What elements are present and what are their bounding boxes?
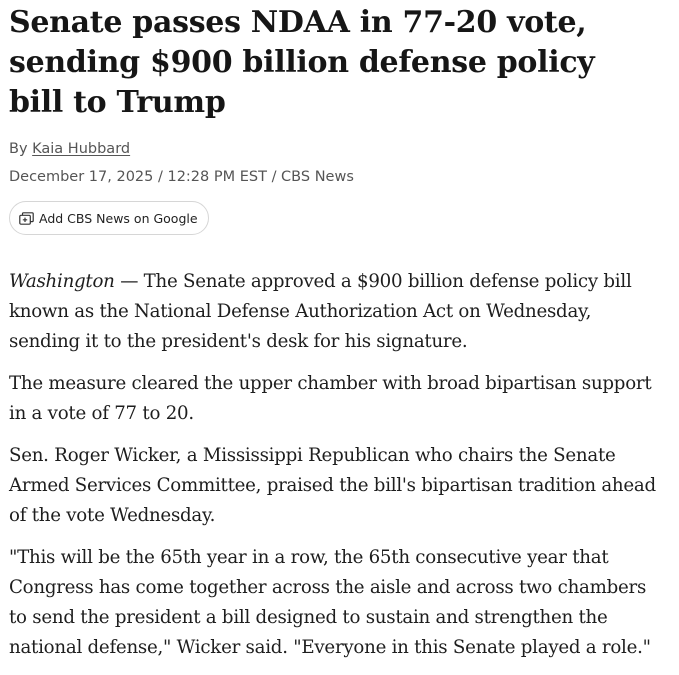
add-source-icon [19,212,34,225]
paragraph-2: The measure cleared the upper chamber with broad bipartisan support in a vote of 77 to 20. [9,373,652,424]
article [9,0,669,675]
paragraph-4: "This will be the 65th year in a row, the 65th consecutive year that Congress has come together across the aisle and across two chambers to send the president a bill designed to sustain and strengthen the national defense," Wicker said. "Everyone in this Senate played a role." [9,547,651,658]
author-link[interactable]: Kaia Hubbard [32,141,131,157]
byline-prefix: By [9,141,28,157]
article-body [9,267,659,663]
add-cbs-on-google-button[interactable] [9,201,209,235]
google-button-label: Add CBS News on Google [39,210,198,226]
paragraph-3: Sen. Roger Wicker, a Mississippi Republican who chairs the Senate Armed Services Committee, praised the bill's bipartisan tradition ahead of the vote Wednesday. [9,445,656,526]
headline: Senate passes NDAA in 77-20 vote, sending $900 billion defense policy bill to Trump [9,5,595,120]
dateline: December 17, 2025 / 12:28 PM EST / CBS News [9,169,354,185]
paragraph-1-text: — The Senate approved a $900 billion defense policy bill known as the National Defense Authorization Act on Wednesday, sending it to the president's desk for his signature. [9,271,632,352]
paragraph-1 [9,267,659,357]
byline [9,138,669,160]
location-dateline: Washington [9,271,115,292]
